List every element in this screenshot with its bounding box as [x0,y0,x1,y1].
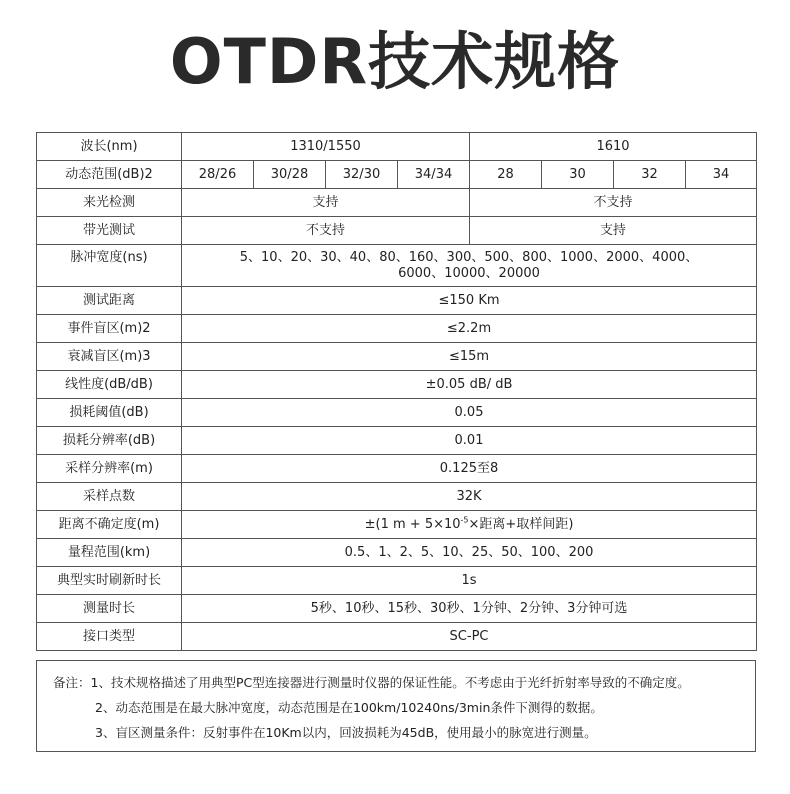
live-test-group-a: 不支持 [182,217,470,245]
table-row [37,483,757,511]
wavelength-label: 波长(nm) [37,133,182,161]
wavelength-group-a: 1310/1550 [182,133,470,161]
pulse-width-value [182,245,757,287]
row-label: 测试距离 [37,287,182,315]
row-value: 0.5、1、2、5、10、25、50、100、200 [182,539,757,567]
table-row [37,595,757,623]
pulse-width-line-1: 5、10、20、30、40、80、160、300、500、800、1000、2000、4000、 [239,249,699,265]
row-value: 5秒、10秒、15秒、30秒、1分钟、2分钟、3分钟可选 [182,595,757,623]
row-live-detect [37,189,757,217]
table-row [37,455,757,483]
table-row [37,287,757,315]
row-value: ≤2.2m [182,315,757,343]
live-test-label: 带光测试 [37,217,182,245]
row-label: 线性度(dB/dB) [37,371,182,399]
row-value: 1s [182,567,757,595]
row-label: 量程范围(km) [37,539,182,567]
spec-table [36,132,757,651]
row-distance-uncertainty [37,511,757,539]
row-value: 32K [182,483,757,511]
table-row [37,343,757,371]
note-line-3: 3、盲区测量条件：反射事件在10Km以内，回波损耗为45dB，使用最小的脉宽进行测量。 [95,725,597,740]
row-label: 接口类型 [37,623,182,651]
table-row [37,539,757,567]
row-value: 0.125至8 [182,455,757,483]
table-row [37,399,757,427]
row-label: 损耗阈值(dB) [37,399,182,427]
distance-uncertainty-suffix: ×距离+取样间距) [468,516,574,532]
dynamic-range-cell: 28 [470,161,542,189]
distance-uncertainty-prefix: ±(1 m + 5×10 [364,516,461,532]
row-live-test [37,217,757,245]
table-row [37,623,757,651]
row-dynamic-range [37,161,757,189]
table-row [37,567,757,595]
note-line-2: 2、动态范围是在最大脉冲宽度，动态范围是在100km/10240ns/3min条件下测得的数据。 [95,700,603,715]
table-row [37,427,757,455]
row-wavelength [37,133,757,161]
row-label: 测量时长 [37,595,182,623]
row-label: 采样分辨率(m) [37,455,182,483]
wavelength-group-b: 1610 [470,133,757,161]
dynamic-range-cell: 30 [542,161,614,189]
row-label: 衰减盲区(m)3 [37,343,182,371]
dynamic-range-cell: 34 [686,161,757,189]
note-line-1: 备注：1、技术规格描述了用典型PC型连接器进行测量时仪器的保证性能。不考虑由于光纤折射率导致的不确定度。 [53,675,690,690]
row-label: 事件盲区(m)2 [37,315,182,343]
pulse-width-line-2: 6000、10000、20000 [398,265,540,281]
row-value: ±0.05 dB/ dB [182,371,757,399]
live-detect-group-b: 不支持 [470,189,757,217]
table-row [37,315,757,343]
dynamic-range-label: 动态范围(dB)2 [37,161,182,189]
row-pulse-width [37,245,757,287]
live-detect-label: 来光检测 [37,189,182,217]
distance-uncertainty-value [182,511,757,539]
table-row [37,371,757,399]
row-value: 0.01 [182,427,757,455]
row-value: 0.05 [182,399,757,427]
row-label: 典型实时刷新时长 [37,567,182,595]
live-test-group-b: 支持 [470,217,757,245]
row-value: ≤15m [182,343,757,371]
dynamic-range-cell: 32 [614,161,686,189]
pulse-width-label: 脉冲宽度(ns) [37,245,182,287]
dynamic-range-cell: 30/28 [254,161,326,189]
dynamic-range-cell: 28/26 [182,161,254,189]
row-label: 采样点数 [37,483,182,511]
distance-uncertainty-exponent: -5 [460,515,469,525]
dynamic-range-cell: 34/34 [398,161,470,189]
row-label: 损耗分辨率(dB) [37,427,182,455]
row-value: ≤150 Km [182,287,757,315]
distance-uncertainty-label: 距离不确定度(m) [37,511,182,539]
row-value: SC-PC [182,623,757,651]
page-title: OTDR技术规格 [169,25,621,98]
notes-box [36,660,756,752]
live-detect-group-a: 支持 [182,189,470,217]
dynamic-range-cell: 32/30 [326,161,398,189]
